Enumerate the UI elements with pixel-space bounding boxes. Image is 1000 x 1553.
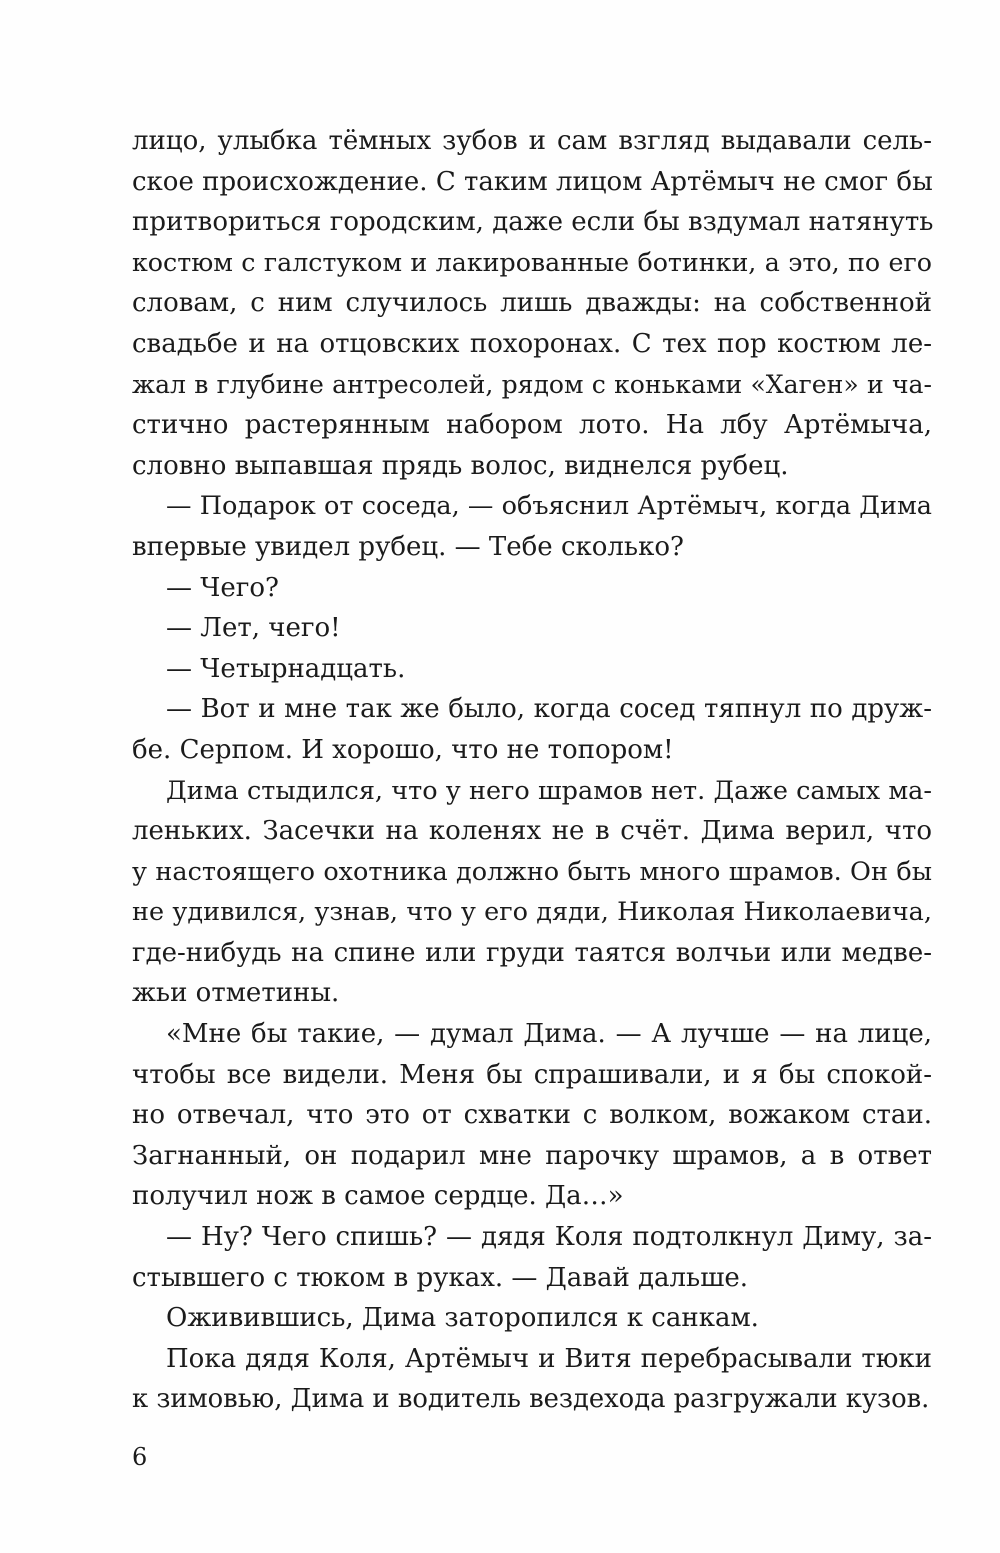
text-line: бе. Серпом. И хорошо, что не топором! bbox=[132, 734, 674, 765]
text-line: к зимовью, Дима и водитель вездехода разгружали кузов. bbox=[132, 1384, 930, 1415]
paragraph-start-line: Дима стыдился, что у него шрамов нет. Даже самых ма- bbox=[166, 775, 932, 806]
text-line: у настоящего охотника должно быть много шрамов. Он бы bbox=[132, 856, 932, 887]
page-number: 6 bbox=[132, 1443, 148, 1471]
dialogue-line: — Четырнадцать. bbox=[166, 653, 406, 684]
dialogue-line: — Ну? Чего спишь? — дядя Коля подтолкнул Диму, за- bbox=[166, 1222, 932, 1253]
text-line: впервые увидел рубец. — Тебе сколько? bbox=[132, 531, 684, 562]
dialogue-line: — Подарок от соседа, — объяснил Артёмыч, когда Дима bbox=[166, 491, 932, 522]
body-text bbox=[132, 121, 932, 1420]
text-line: жьи отметины. bbox=[132, 978, 340, 1009]
text-line: притвориться городским, даже если бы вздумал натянуть bbox=[132, 207, 934, 238]
text-line: свадьбе и на отцовских похоронах. С тех пор костюм ле- bbox=[132, 328, 932, 359]
text-line: лицо, улыбка тёмных зубов и сам взгляд выдавали сель- bbox=[132, 126, 932, 156]
dialogue-line: — Чего? bbox=[166, 572, 279, 603]
text-line: стывшего с тюком в руках. — Давай дальше. bbox=[132, 1262, 749, 1293]
dialogue-line: — Лет, чего! bbox=[166, 613, 341, 644]
text-line: леньких. Засечки на коленях не в счёт. Дима верил, что bbox=[132, 816, 932, 847]
paragraph-start-line: Оживившись, Дима заторопился к санкам. bbox=[166, 1303, 759, 1334]
text-line: но отвечал, что это от схватки с волком, вожаком стаи. bbox=[132, 1100, 932, 1131]
text-line: Загнанный, он подарил мне парочку шрамов, а в ответ bbox=[132, 1140, 932, 1171]
text-line: словно выпавшая прядь волос, виднелся рубец. bbox=[132, 450, 789, 481]
text-line: где-нибудь на спине или груди таятся волчьи или медве- bbox=[132, 937, 932, 968]
paragraph-start-line: Пока дядя Коля, Артёмыч и Витя перебрасывали тюки bbox=[166, 1343, 932, 1374]
text-line: не удивился, узнав, что у его дяди, Николая Николаевича, bbox=[132, 897, 932, 928]
text-line: стично растерянным набором лото. На лбу Артёмыча, bbox=[132, 410, 932, 441]
paragraph-start-line: «Мне бы такие, — думал Дима. — А лучше — на лице, bbox=[166, 1019, 932, 1050]
text-line: ское происхождение. С таким лицом Артёмыч не смог бы bbox=[132, 166, 933, 197]
dialogue-line: — Вот и мне так же было, когда сосед тяпнул по друж- bbox=[166, 694, 932, 725]
text-line: получил нож в самое сердце. Да…» bbox=[132, 1181, 624, 1212]
text-line: словам, с ним случилось лишь дважды: на собственной bbox=[132, 288, 932, 319]
text-line: чтобы все видели. Меня бы спрашивали, и я бы спокой- bbox=[132, 1059, 932, 1090]
text-line: костюм с галстуком и лакированные ботинки, а это, по его bbox=[132, 247, 932, 277]
text-line: жал в глубине антресолей, рядом с коньками «Хаген» и ча- bbox=[132, 369, 932, 399]
